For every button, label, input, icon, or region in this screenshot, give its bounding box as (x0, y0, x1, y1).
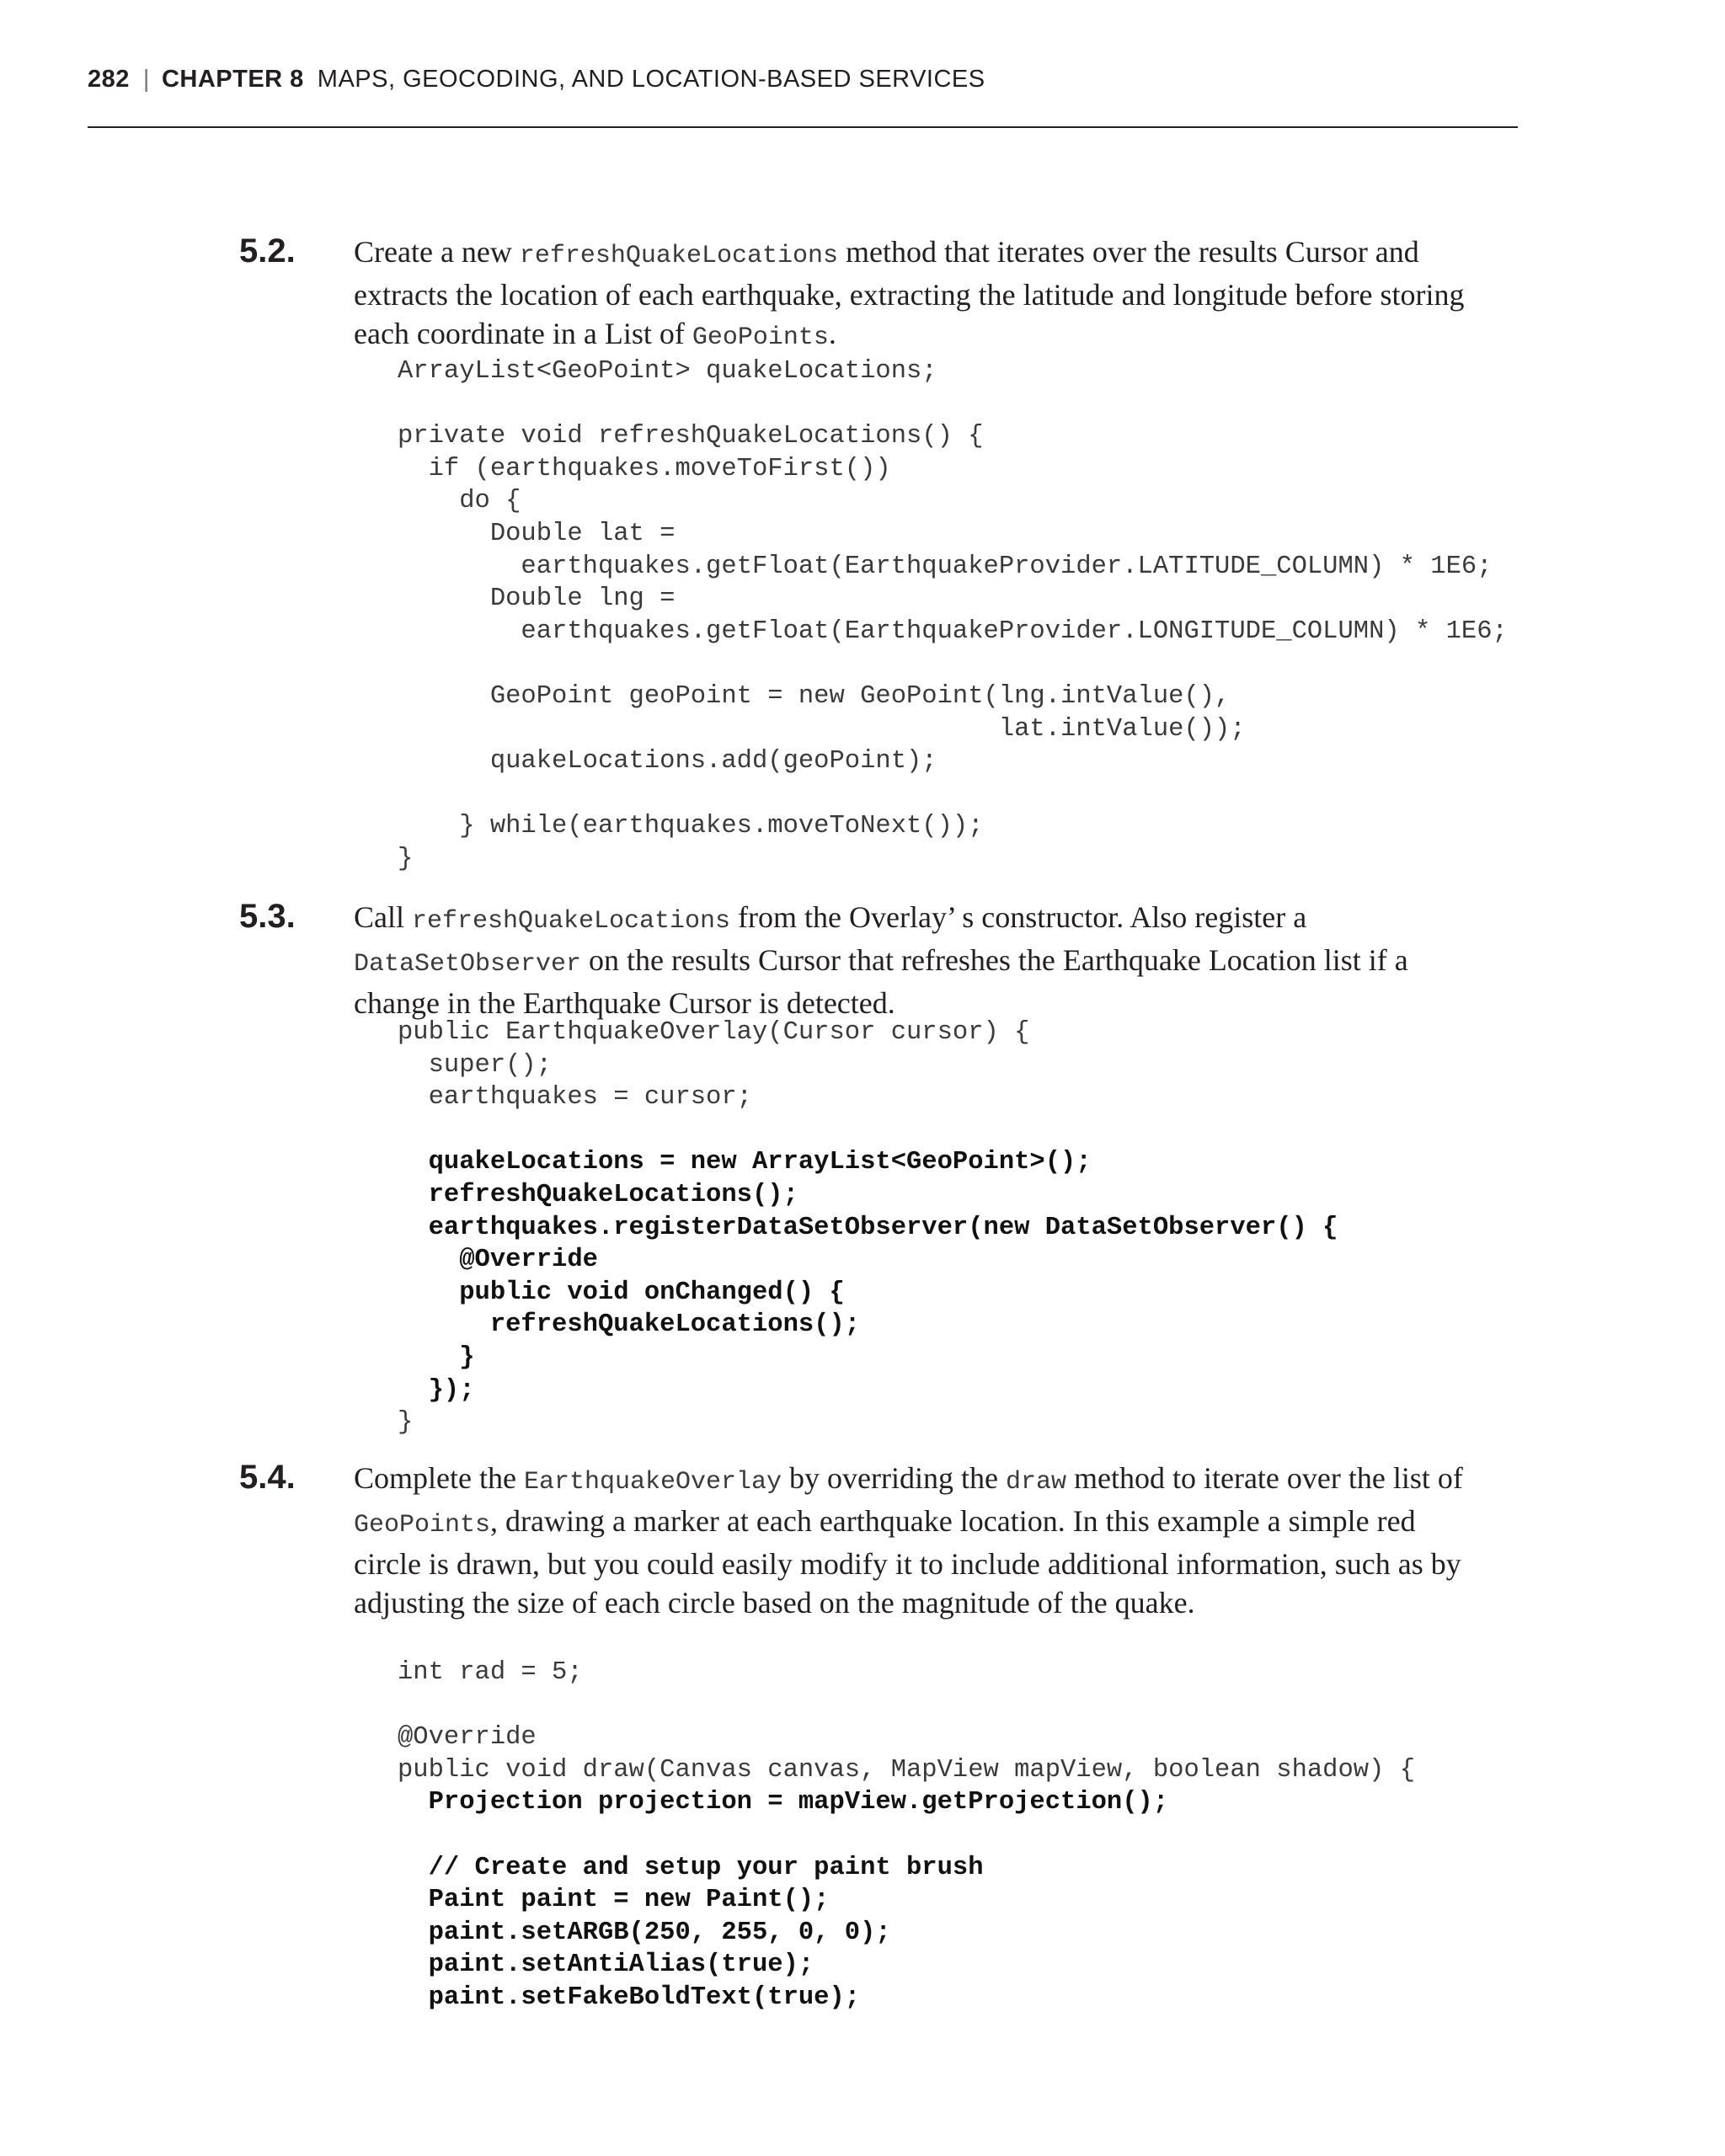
code-line: } (398, 844, 414, 873)
code-line (398, 648, 1508, 680)
code-line: ArrayList<GeoPoint> quakeLocations; (398, 357, 937, 386)
chapter-title: MAPS, GEOCODING, AND LOCATION-BASED SERVICES (317, 66, 985, 93)
inline-code: GeoPoints (354, 1511, 491, 1540)
code-line: if (earthquakes.moveToFirst()) (398, 454, 891, 483)
code-line (398, 1689, 1415, 1722)
code-line: refreshQuakeLocations(); (398, 1180, 798, 1209)
text-run: Call (354, 900, 412, 934)
code-line: int rad = 5; (398, 1658, 583, 1687)
inline-code: draw (1005, 1468, 1066, 1497)
text-run: from the Overlay’ s constructor. Also register a (730, 900, 1307, 934)
text-run: Create a new (354, 235, 520, 269)
code-line: earthquakes.registerDataSetObserver(new DataSetObserver() { (398, 1213, 1338, 1242)
step-number: 5.2. (239, 232, 296, 270)
code-line: quakeLocations.add(geoPoint); (398, 747, 937, 776)
code-line: public void draw(Canvas canvas, MapView mapView, boolean shadow) { (398, 1755, 1415, 1785)
inline-code: refreshQuakeLocations (519, 242, 838, 270)
code-listing (398, 355, 1508, 876)
code-line: Double lng = (398, 584, 676, 614)
step-paragraph (354, 898, 1474, 1022)
code-line: public EarthquakeOverlay(Cursor cursor) { (398, 1018, 1030, 1047)
code-line: Double lat = (398, 519, 676, 548)
code-line: refreshQuakeLocations(); (398, 1310, 861, 1340)
code-line: @Override (398, 1246, 598, 1275)
code-line: super(); (398, 1050, 553, 1080)
inline-code: EarthquakeOverlay (523, 1468, 782, 1497)
code-line: } (398, 1408, 414, 1438)
text-run: on the results Cursor that refreshes the Earthquake Location list if a change in the Earthquake Cursor is detected. (354, 943, 1408, 1020)
code-line: }); (398, 1375, 475, 1405)
header-separator: | (142, 66, 150, 93)
code-line: GeoPoint geoPoint = new GeoPoint(lng.intValue(), (398, 681, 1231, 711)
step-number: 5.3. (239, 898, 296, 935)
code-line (398, 778, 1508, 811)
code-line: Paint paint = new Paint(); (398, 1886, 830, 1915)
code-line (398, 1114, 1338, 1147)
text-run: by overriding the (782, 1461, 1006, 1495)
code-line: earthquakes = cursor; (398, 1083, 752, 1113)
text-run: method that iterates over the results Cursor and extracts the location of each earthquake, extracting the latitude and longitude before storing each coordinate in a List of (354, 235, 1465, 350)
page-number: 282 (88, 66, 130, 93)
code-line: Projection projection = mapView.getProjection(); (398, 1788, 1169, 1817)
step-paragraph (354, 232, 1474, 357)
inline-code: GeoPoints (692, 323, 829, 352)
code-line: } while(earthquakes.moveToNext()); (398, 812, 984, 841)
text-run: . (828, 317, 836, 350)
code-line (398, 388, 1508, 421)
running-header (88, 66, 985, 93)
code-line (398, 1819, 1415, 1852)
code-line: do { (398, 487, 521, 516)
chapter-label: CHAPTER 8 (161, 66, 304, 93)
inline-code: DataSetObserver (354, 950, 582, 979)
code-line: // Create and setup your paint brush (398, 1853, 984, 1882)
code-line: earthquakes.getFloat(EarthquakeProvider.LONGITUDE_COLUMN) * 1E6; (398, 616, 1508, 646)
code-line: } (398, 1342, 475, 1372)
code-listing (398, 1017, 1338, 1439)
code-line: public void onChanged() { (398, 1278, 845, 1307)
step-number: 5.4. (239, 1459, 296, 1496)
code-line: private void refreshQuakeLocations() { (398, 422, 984, 451)
code-line: @Override (398, 1723, 537, 1753)
code-listing (398, 1657, 1415, 2015)
header-rule (88, 126, 1518, 128)
code-line: paint.setARGB(250, 255, 0, 0); (398, 1918, 891, 1947)
text-run: Complete the (354, 1461, 524, 1495)
text-run: method to iterate over the list of (1066, 1461, 1463, 1495)
text-run: , drawing a marker at each earthquake location. In this example a simple red circle is drawn, but you could easily modify it to include additional information, such as by adjusting the size of each circle based on the magnitude of the quake. (354, 1504, 1461, 1620)
code-line: earthquakes.getFloat(EarthquakeProvider.LATITUDE_COLUMN) * 1E6; (398, 552, 1493, 581)
code-line: paint.setFakeBoldText(true); (398, 1983, 861, 2012)
code-line: paint.setAntiAlias(true); (398, 1951, 814, 1980)
step-paragraph (354, 1459, 1474, 1622)
code-line: quakeLocations = new ArrayList<GeoPoint>(); (398, 1148, 1092, 1177)
inline-code: refreshQuakeLocations (412, 907, 731, 936)
code-line: lat.intValue()); (398, 714, 1246, 744)
